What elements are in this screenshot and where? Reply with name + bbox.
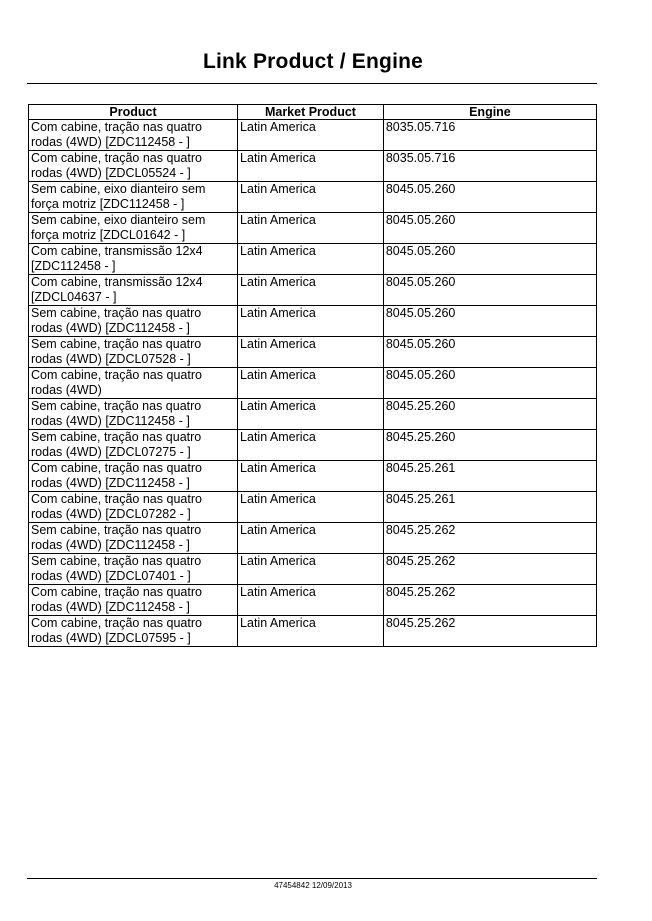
engine-cell: 8045.25.260: [383, 430, 596, 461]
table-row: [29, 244, 597, 275]
product-cell: Com cabine, transmissão 12x4 [ZDC112458 - ]: [29, 244, 238, 275]
product-cell: Sem cabine, tração nas quatro rodas (4WD) [ZDCL07528 - ]: [29, 337, 238, 368]
column-header-engine: Engine: [383, 105, 596, 120]
product-cell: Com cabine, tração nas quatro rodas (4WD) [ZDCL05524 - ]: [29, 151, 238, 182]
market-product-cell: Latin America: [238, 399, 384, 430]
table-row: [29, 399, 597, 430]
engine-cell: 8045.25.262: [383, 616, 596, 647]
table-row: [29, 120, 597, 151]
column-header-product: Product: [29, 105, 238, 120]
market-product-cell: Latin America: [238, 585, 384, 616]
engine-cell: 8045.25.260: [383, 399, 596, 430]
product-cell: Sem cabine, eixo dianteiro sem força motriz [ZDCL01642 - ]: [29, 213, 238, 244]
page-title: Link Product / Engine: [202, 50, 424, 73]
engine-cell: 8045.05.260: [383, 368, 596, 399]
engine-cell: 8045.25.261: [383, 492, 596, 523]
product-cell: Com cabine, tração nas quatro rodas (4WD) [ZDC112458 - ]: [29, 461, 238, 492]
footer-divider: [27, 878, 597, 879]
table-row: [29, 275, 597, 306]
market-product-cell: Latin America: [238, 523, 384, 554]
table-row: [29, 182, 597, 213]
table-row: [29, 337, 597, 368]
product-cell: Com cabine, tração nas quatro rodas (4WD) [ZDCL07282 - ]: [29, 492, 238, 523]
table-row: [29, 151, 597, 182]
market-product-cell: Latin America: [238, 306, 384, 337]
link-product-engine-table: [28, 104, 597, 647]
column-header-market-product: Market Product: [238, 105, 384, 120]
market-product-cell: Latin America: [238, 461, 384, 492]
market-product-cell: Latin America: [238, 151, 384, 182]
product-cell: Com cabine, transmissão 12x4 [ZDCL04637 - ]: [29, 275, 238, 306]
engine-cell: 8045.25.262: [383, 585, 596, 616]
market-product-cell: Latin America: [238, 120, 384, 151]
table-row: [29, 306, 597, 337]
market-product-cell: Latin America: [238, 492, 384, 523]
footer-document-id: 47454842 12/09/2013: [274, 881, 352, 890]
market-product-cell: Latin America: [238, 244, 384, 275]
table-row: [29, 616, 597, 647]
engine-cell: 8045.05.260: [383, 306, 596, 337]
engine-cell: 8045.05.260: [383, 182, 596, 213]
table-row: [29, 492, 597, 523]
engine-cell: 8045.25.261: [383, 461, 596, 492]
product-cell: Com cabine, tração nas quatro rodas (4WD) [ZDC112458 - ]: [29, 120, 238, 151]
table-row: [29, 523, 597, 554]
engine-cell: 8045.05.260: [383, 213, 596, 244]
product-cell: Com cabine, tração nas quatro rodas (4WD): [29, 368, 238, 399]
product-cell: Sem cabine, tração nas quatro rodas (4WD) [ZDC112458 - ]: [29, 306, 238, 337]
product-cell: Sem cabine, tração nas quatro rodas (4WD) [ZDC112458 - ]: [29, 523, 238, 554]
table-row: [29, 368, 597, 399]
market-product-cell: Latin America: [238, 430, 384, 461]
market-product-cell: Latin America: [238, 275, 384, 306]
table-row: [29, 554, 597, 585]
product-cell: Com cabine, tração nas quatro rodas (4WD) [ZDCL07595 - ]: [29, 616, 238, 647]
engine-cell: 8045.05.260: [383, 337, 596, 368]
product-cell: Sem cabine, tração nas quatro rodas (4WD) [ZDCL07401 - ]: [29, 554, 238, 585]
product-cell: Sem cabine, tração nas quatro rodas (4WD) [ZDC112458 - ]: [29, 399, 238, 430]
engine-cell: 8035.05.716: [383, 151, 596, 182]
table-row: [29, 461, 597, 492]
market-product-cell: Latin America: [238, 554, 384, 585]
table-row: [29, 430, 597, 461]
engine-cell: 8045.25.262: [383, 523, 596, 554]
table-row: [29, 213, 597, 244]
table-row: [29, 585, 597, 616]
market-product-cell: Latin America: [238, 337, 384, 368]
market-product-cell: Latin America: [238, 213, 384, 244]
engine-cell: 8045.05.260: [383, 244, 596, 275]
engine-cell: 8035.05.716: [383, 120, 596, 151]
product-cell: Com cabine, tração nas quatro rodas (4WD) [ZDC112458 - ]: [29, 585, 238, 616]
engine-cell: 8045.05.260: [383, 275, 596, 306]
engine-cell: 8045.25.262: [383, 554, 596, 585]
market-product-cell: Latin America: [238, 616, 384, 647]
market-product-cell: Latin America: [238, 182, 384, 213]
market-product-cell: Latin America: [238, 368, 384, 399]
table-body: [29, 120, 597, 647]
product-cell: Sem cabine, eixo dianteiro sem força motriz [ZDC112458 - ]: [29, 182, 238, 213]
table-header-row: [29, 105, 597, 120]
title-divider: [27, 83, 597, 84]
product-cell: Sem cabine, tração nas quatro rodas (4WD) [ZDCL07275 - ]: [29, 430, 238, 461]
